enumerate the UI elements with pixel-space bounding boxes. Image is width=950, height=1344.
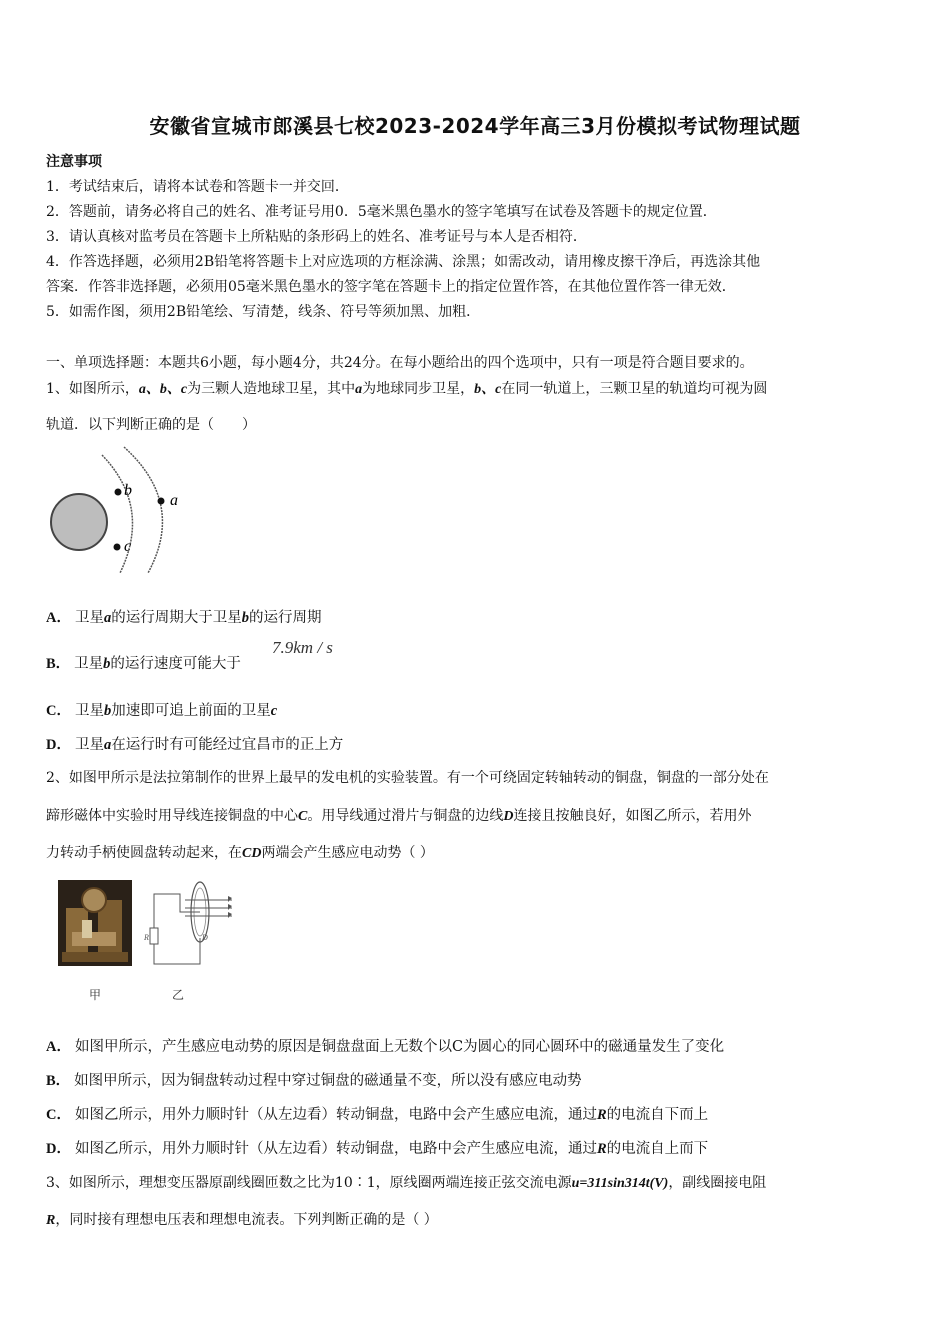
q2-stem-line3: 力转动手柄使圆盘转动起来，在CD两端会产生感应电动势（ ） [46, 845, 434, 861]
q2-option-d[interactable]: D． 如图乙所示，用外力顺时针（从左边看）转动铜盘，电路中会产生感应电流，通过R的电流自上而下 [46, 1141, 709, 1157]
page-title: 安徽省宣城市郎溪县七校2023-2024学年高三3月份模拟考试物理试题 [149, 114, 801, 138]
notice-item: 4．作答选择题，必须用2B铅笔将答题卡上对应选项的方框涂满、涂黑；如需改动，请用橡皮擦干净后，再选涂其他 [46, 254, 761, 270]
earth-circle [51, 494, 107, 550]
label-c: c [124, 538, 132, 555]
q3-stem-line2: R，同时接有理想电压表和理想电流表。下列判断正确的是（ ） [46, 1212, 438, 1228]
notice-heading: 注意事项 [46, 154, 102, 170]
q2-stem-line1: 2、如图甲所示是法拉第制作的世界上最早的发电机的实验装置。有一个可绕固定转轴转动的铜盘，铜盘的一部分处在 [46, 770, 769, 786]
q1-option-d[interactable]: D． 卫星a在运行时有可能经过宜昌市的正上方 [46, 737, 344, 753]
section-heading: 一、单项选择题：本题共6小题，每小题4分，共24分。在每小题给出的四个选项中，只有一项是符合题目要求的。 [46, 355, 754, 371]
label-a: a [170, 492, 178, 509]
notice-item: 2．答题前，请务必将自己的姓名、准考证号用0．5毫米黑色墨水的签字笔填写在试卷及答题卡的规定位置． [46, 204, 717, 220]
faraday-generator-photo [58, 880, 132, 966]
caption-yi: 乙 [172, 988, 185, 1002]
notice-item: 1．考试结束后，请将本试卷和答题卡一并交回． [46, 179, 349, 195]
q1-option-b[interactable]: B． 卫星b的运行速度可能大于 [46, 656, 241, 672]
caption-jia: 甲 [89, 988, 102, 1002]
q2-stem-line2: 蹄形磁体中实验时用导线连接铜盘的中心C。用导线通过滑片与铜盘的边线D连接且按触良好，如图乙所示，若用外 [46, 808, 752, 824]
q2-option-a[interactable]: A． 如图甲所示，产生感应电动势的原因是铜盘盘面上无数个以C为圆心的同心圆环中的磁通量发生了变化 [46, 1039, 725, 1055]
notice-section [46, 150, 916, 325]
q3-stem-line1: 3、如图所示，理想变压器原副线圈匝数之比为10∶1，原线圈两端连接正弦交流电源u=311sin314t(V)，副线圈接电阻 [46, 1175, 767, 1191]
notice-item: 5．如需作图，须用2B铅笔绘、写清楚，线条、符号等须加黑、加粗． [46, 304, 481, 320]
satellite-c-dot [114, 544, 121, 551]
q2-option-b[interactable]: B． 如图甲所示，因为铜盘转动过程中穿过铜盘的磁通量不变，所以没有感应电动势 [46, 1073, 582, 1089]
satellite-a-dot [158, 498, 165, 505]
label-b: b [124, 482, 132, 499]
q1-option-a[interactable]: A． 卫星a的运行周期大于卫星b的运行周期 [46, 610, 322, 626]
q2-option-c[interactable]: C． 如图乙所示，用外力顺时针（从左边看）转动铜盘，电路中会产生感应电流，通过R的电流自下而上 [46, 1107, 709, 1123]
satellite-b-dot [115, 489, 122, 496]
q1-stem-line1: 1、如图所示，a、b、c为三颗人造地球卫星，其中a为地球同步卫星，b、c在同一轨道上，三颗卫星的轨道均可视为圆 [46, 381, 768, 397]
q1-stem-line2: 轨道．以下判断正确的是（ ） [46, 417, 256, 433]
speed-value: 7.9km / s [272, 638, 333, 657]
generator-circuit-diagram [140, 872, 240, 972]
svg-text:D: D [202, 933, 208, 942]
satellite-orbit-figure [44, 445, 204, 575]
notice-item: 答案．作答非选择题，必须用05毫米黑色墨水的签字笔在答题卡上的指定位置作答，在其他位置作答一律无效． [46, 279, 736, 295]
svg-text:R: R [144, 933, 149, 942]
notice-item: 3．请认真核对监考员在答题卡上所粘贴的条形码上的姓名、准考证号与本人是否相符． [46, 229, 587, 245]
q1-option-c[interactable]: C． 卫星b加速即可追上前面的卫星c [46, 703, 278, 719]
